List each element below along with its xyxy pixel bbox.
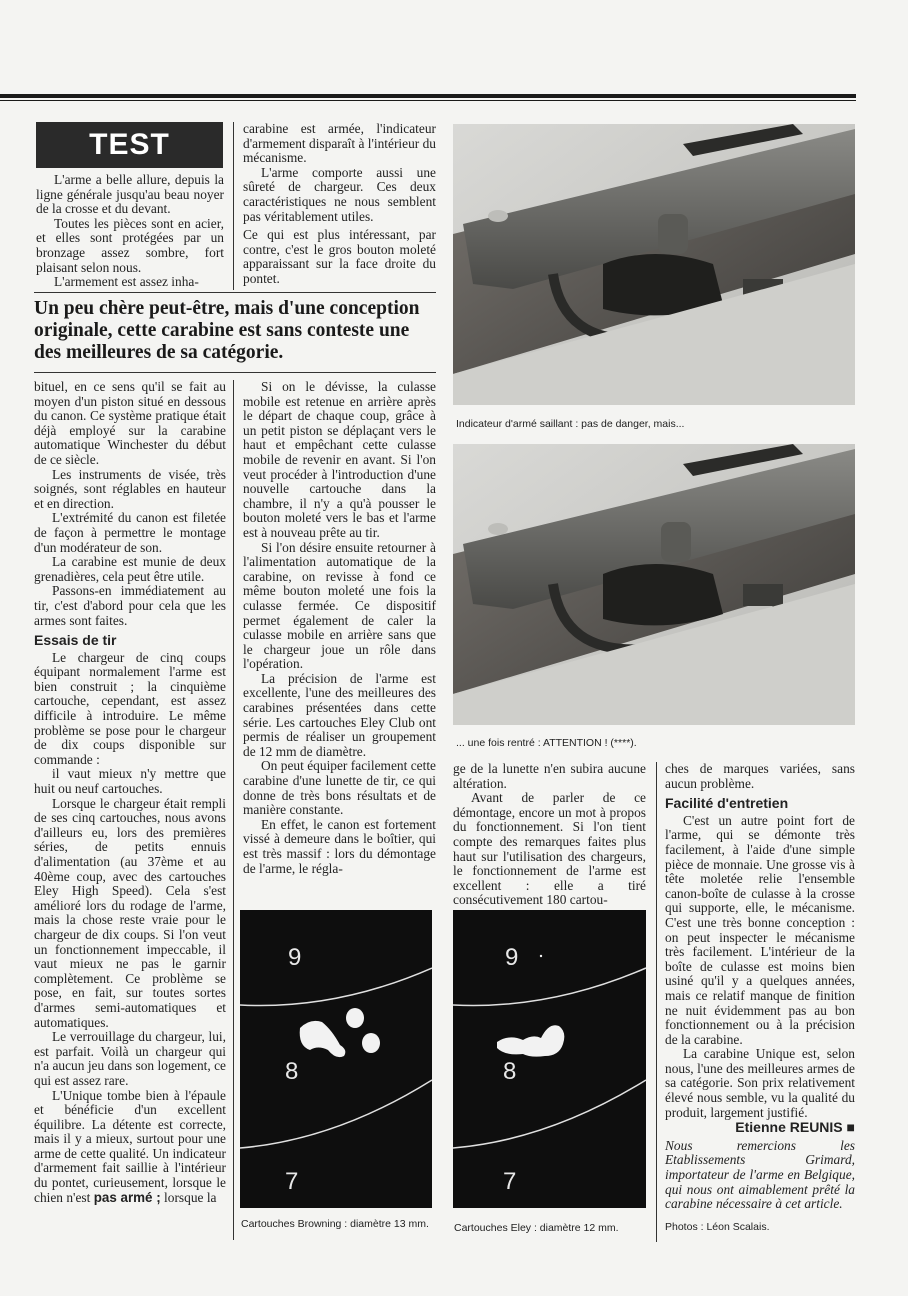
column-divider xyxy=(233,122,234,290)
rifle-trigger-image-2 xyxy=(453,444,855,725)
headline-rule-bottom xyxy=(34,372,436,373)
paragraph: Ce qui est plus intéressant, par contre, c'est le gros bouton moleté apparaissant sur la face droite du pontet. xyxy=(243,227,436,286)
column-divider xyxy=(656,762,657,1242)
paragraph: La précision de l'arme est excellente, l'une des meilleures des carabines présentées dans cette série. Les cartouches Eley Club ont permis de réaliser un groupement de 12 mm de diamètre. xyxy=(243,670,436,759)
acknowledgement: Nous remercions les Etablissements Grimard, importateur de l'arme en Belgique, qui nous ont aimablement prêté la carabine nécessaire à cet article. xyxy=(665,1137,855,1212)
headline-rule-top xyxy=(34,292,436,293)
column-c xyxy=(453,762,646,908)
target-card-browning xyxy=(240,910,432,1208)
target-2-caption: Cartouches Eley : diamètre 12 mm. xyxy=(454,1222,619,1234)
paragraph: ches de marques variées, sans aucun problème. xyxy=(665,761,855,791)
subheading-facilite-entretien: Facilité d'entretien xyxy=(665,795,789,812)
paragraph: La carabine est munie de deux grenadières, cela peut être utile. xyxy=(34,554,226,584)
shot-hole xyxy=(362,1033,380,1053)
paragraph: C'est un autre point fort de l'arme, qui se démonte très facilement, à l'aide d'une simple pièce de monnaie. Une grosse vis à tête moletée relie l'ensemble canon-boîte de culasse à la crosse qui supporte, elle, le mécanisme. C'est une très bonne conception : on peut inspecter le mécanisme très facilement. L'intérieur de la boîte de culasse est moins bien usiné qu'il y a quelques années, mais ce relatif manque de finition ne nuit évidemment pas au bon fonctionnement ou à la précision de la carabine. xyxy=(665,812,855,1047)
paragraph: ge de la lunette n'en subira aucune altération. xyxy=(453,761,646,791)
paragraph: En effet, le canon est fortement vissé à demeure dans le boîtier, qui est très massif : lors du démontage de l'arme, le régla- xyxy=(243,816,436,876)
rifle-photo-2 xyxy=(453,444,855,725)
target-card-eley xyxy=(453,910,646,1208)
paragraph-text: L'Unique tombe bien à l'épaule et bénéficie d'un excellent équilibre. La détente est correcte, mais il y a mieux, surtout pour une arme de cette qualité. Un indicateur d'armement fait saillie à l'intérieur du pontet, curieusement, lorsque le chien n'est xyxy=(34,1087,226,1205)
paragraph: Passons-en immédiatement au tir, c'est d'abord pour cela que les armes sont faites. xyxy=(34,583,226,628)
section-label-test: TEST xyxy=(36,122,223,168)
paragraph: L'arme comporte aussi une sûreté de chargeur. Ces deux caractéristiques ne nous semblent pas véritablement utiles. xyxy=(243,164,436,224)
column-b-top xyxy=(243,122,436,287)
ring-number-7: 7 xyxy=(285,1168,299,1195)
shot-group xyxy=(300,1021,346,1057)
paragraph: Si on le dévisse, la culasse mobile est retenue en arrière après le départ de chaque coup, grâce à un petit piston se déplaçant vers le haut et empêchant cette culasse mobile de revenir en avant. Si l'on veut procéder à l'introduction d'une nouvelle cartouche dans la chambre, il n'y a qu'à pousser le bouton moleté vers le bas et l'arme est à nouveau prête au tir. xyxy=(243,379,436,540)
ring-number-8: 8 xyxy=(285,1058,299,1085)
paragraph: L'armement est assez inha- xyxy=(54,274,199,290)
author-signature: Etienne REUNIS ■ xyxy=(735,1119,855,1136)
paragraph: il vaut mieux n'y mettre que huit ou neuf cartouches. xyxy=(34,766,226,797)
paragraph: La carabine Unique est, selon nous, l'une des meilleures armes de sa catégorie. Son prix relativement élevé nous semble, vu la qualité du produit, largement justifié. xyxy=(665,1046,855,1120)
paragraph: carabine est armée, l'indicateur d'armement disparaît à l'intérieur du mécanisme. xyxy=(243,121,436,166)
paragraph: L'arme a belle allure, depuis la ligne générale jusqu'au beau noyer de la crosse et du devant. xyxy=(36,172,224,217)
shot-hole xyxy=(346,1008,364,1028)
column-divider xyxy=(233,380,234,1240)
paragraph: Si l'on désire ensuite retourner à l'alimentation automatique de la carabine, on revisse à fond ce même bouton moleté une fois la culasse fermée. Ce dispositif permet également de caler la culasse mobile en arrière sans que le chargeur joue un rôle dans l'opération. xyxy=(243,539,436,672)
ring-number-9: 9 xyxy=(505,944,519,971)
target-rings xyxy=(453,910,646,1208)
shot-group xyxy=(497,1025,564,1056)
header-rule-thick xyxy=(0,94,856,98)
paragraph: Les instruments de visée, très soignés, sont réglables en hauteur et en direction. xyxy=(34,466,226,511)
ring-number-7: 7 xyxy=(503,1168,517,1195)
subheading-essais-de-tir: Essais de tir xyxy=(34,632,117,649)
ring-number-8: 8 xyxy=(503,1058,517,1085)
paragraph: Lorsque le chargeur était rempli de ses cinq cartouches, nous avons d'ailleurs eu, lors des premières séries, de petits ennuis d'alimentation (au 37ème et au 40ème coup, avec des cartouches Eley High Speed). Cela s'est amélioré lors du rodage de l'arme, mais la chose reste vraie pour le chargeur de dix coups. Si l'on veut un fonctionnement impeccable, il vaut mieux ne pas le garnir complètement. Ce problème se pose, en fait, sur toutes sortes d'armes semi-automatiques et automatiques. xyxy=(34,795,226,1030)
ring-number-9: 9 xyxy=(288,944,302,971)
paragraph-tail: lorsque la xyxy=(160,1189,217,1205)
paragraph: Le chargeur de cinq coups équipant normalement l'arme est bien construit ; la cinquième cartouche, cependant, est assez difficile à introduire. Le même problème se pose pour le chargeur de dix coups disponible sur commande : xyxy=(34,649,226,767)
column-a xyxy=(34,380,226,1205)
photo-2-caption: ... une fois rentré : ATTENTION ! (****). xyxy=(456,737,637,749)
target-rings xyxy=(240,910,432,1208)
paragraph: On peut équiper facilement cette carabine d'une lunette de tir, ce qui donne de très bons résultats et de manière constante. xyxy=(243,758,436,818)
rifle-photo-1 xyxy=(453,124,855,405)
headline: Un peu chère peut-être, mais d'une conception originale, cette carabine est sans conteste une des meilleures de sa catégorie. xyxy=(34,298,420,363)
paragraph: Le verrouillage du chargeur, lui, est parfait. Voilà un chargeur qui n'a aucun jeu dans son logement, ce qui est assez rare. xyxy=(34,1029,226,1088)
rifle-trigger-image-1 xyxy=(453,124,855,405)
column-b xyxy=(243,380,436,876)
paragraph: Avant de parler de ce démontage, encore un mot à propos du fonctionnement. Si l'on tient compte des remarques faites plus haut sur l'utilisation des chargeurs, le fonctionnement de l'arme est excellent : elle a tiré consécutivement 180 cartou- xyxy=(453,790,646,908)
paragraph: L'extrémité du canon est filetée de façon à permettre le montage d'un modérateur de son. xyxy=(34,510,226,555)
column-a-top xyxy=(36,173,224,290)
header-rule-thin xyxy=(0,100,856,101)
column-d xyxy=(665,762,855,1234)
paragraph: Toutes les pièces sont en acier, et elles sont protégées par un bronzage assez sombre, fort plaisant selon nous. xyxy=(36,215,224,275)
paragraph: bituel, en ce sens qu'il se fait au moyen d'un piston situé en dessous du canon. Ce système pratique était déjà employé sur la carabine automatique Winchester du début de ce siècle. xyxy=(34,379,226,467)
photo-1-caption: Indicateur d'armé saillant : pas de danger, mais... xyxy=(456,418,685,430)
bold-emphasis: pas armé ; xyxy=(93,1189,161,1205)
target-1-caption: Cartouches Browning : diamètre 13 mm. xyxy=(241,1218,429,1230)
paragraph xyxy=(34,1089,226,1206)
photo-credit: Photos : Léon Scalais. xyxy=(665,1220,770,1233)
